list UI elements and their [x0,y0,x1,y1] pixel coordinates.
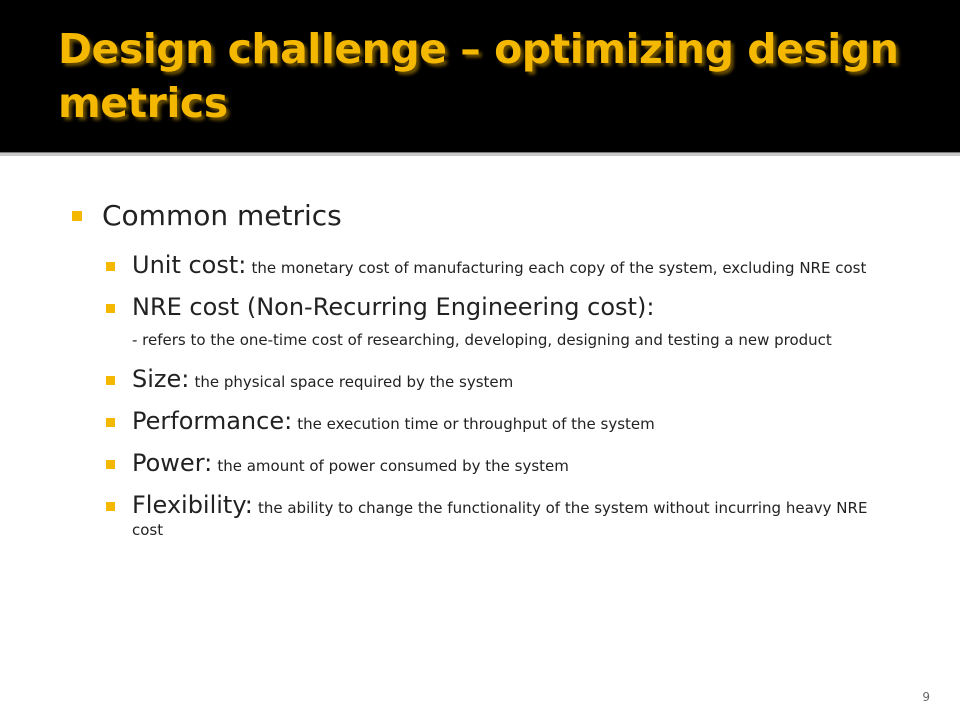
metric-term: Flexibility: [132,491,253,519]
metric-item-unit-cost [106,250,912,280]
page-number: 9 [922,690,930,704]
metric-description: the amount of power consumed by the system [217,457,569,475]
bullet-common-metrics [72,196,912,236]
metric-description: the monetary cost of manufacturing each copy of the system, excluding NRE cost [251,259,867,277]
metric-item-flexibility [106,490,912,540]
metric-item-size [106,364,912,394]
square-bullet-icon [106,502,115,511]
content-area [72,196,912,552]
square-bullet-icon [106,304,115,313]
square-bullet-icon [72,211,82,221]
square-bullet-icon [106,418,115,427]
metric-term: Unit cost: [132,251,247,279]
metric-term: Performance: [132,407,293,435]
metric-term: Size: [132,365,190,393]
nre-definition-note: - refers to the one-time cost of researching, developing, designing and testing a new product [132,331,832,349]
metric-term: NRE cost (Non-Recurring Engineering cost): [132,293,655,321]
square-bullet-icon [106,262,115,271]
metric-description: the physical space required by the system [194,373,514,391]
square-bullet-icon [106,460,115,469]
title-bar [0,0,960,152]
metric-description: the ability to change the functionality of the system without incurring heavy NRE cost [132,499,868,539]
title-divider [0,152,960,156]
metric-description: the execution time or throughput of the system [297,415,655,433]
metric-term: Power: [132,449,213,477]
metric-item-power [106,448,912,478]
slide-title: Design challenge – optimizing design metrics [58,25,899,127]
metric-item-nre-cost [106,292,912,322]
metric-item-performance [106,406,912,436]
square-bullet-icon [106,376,115,385]
bullet-heading: Common metrics [102,199,342,232]
